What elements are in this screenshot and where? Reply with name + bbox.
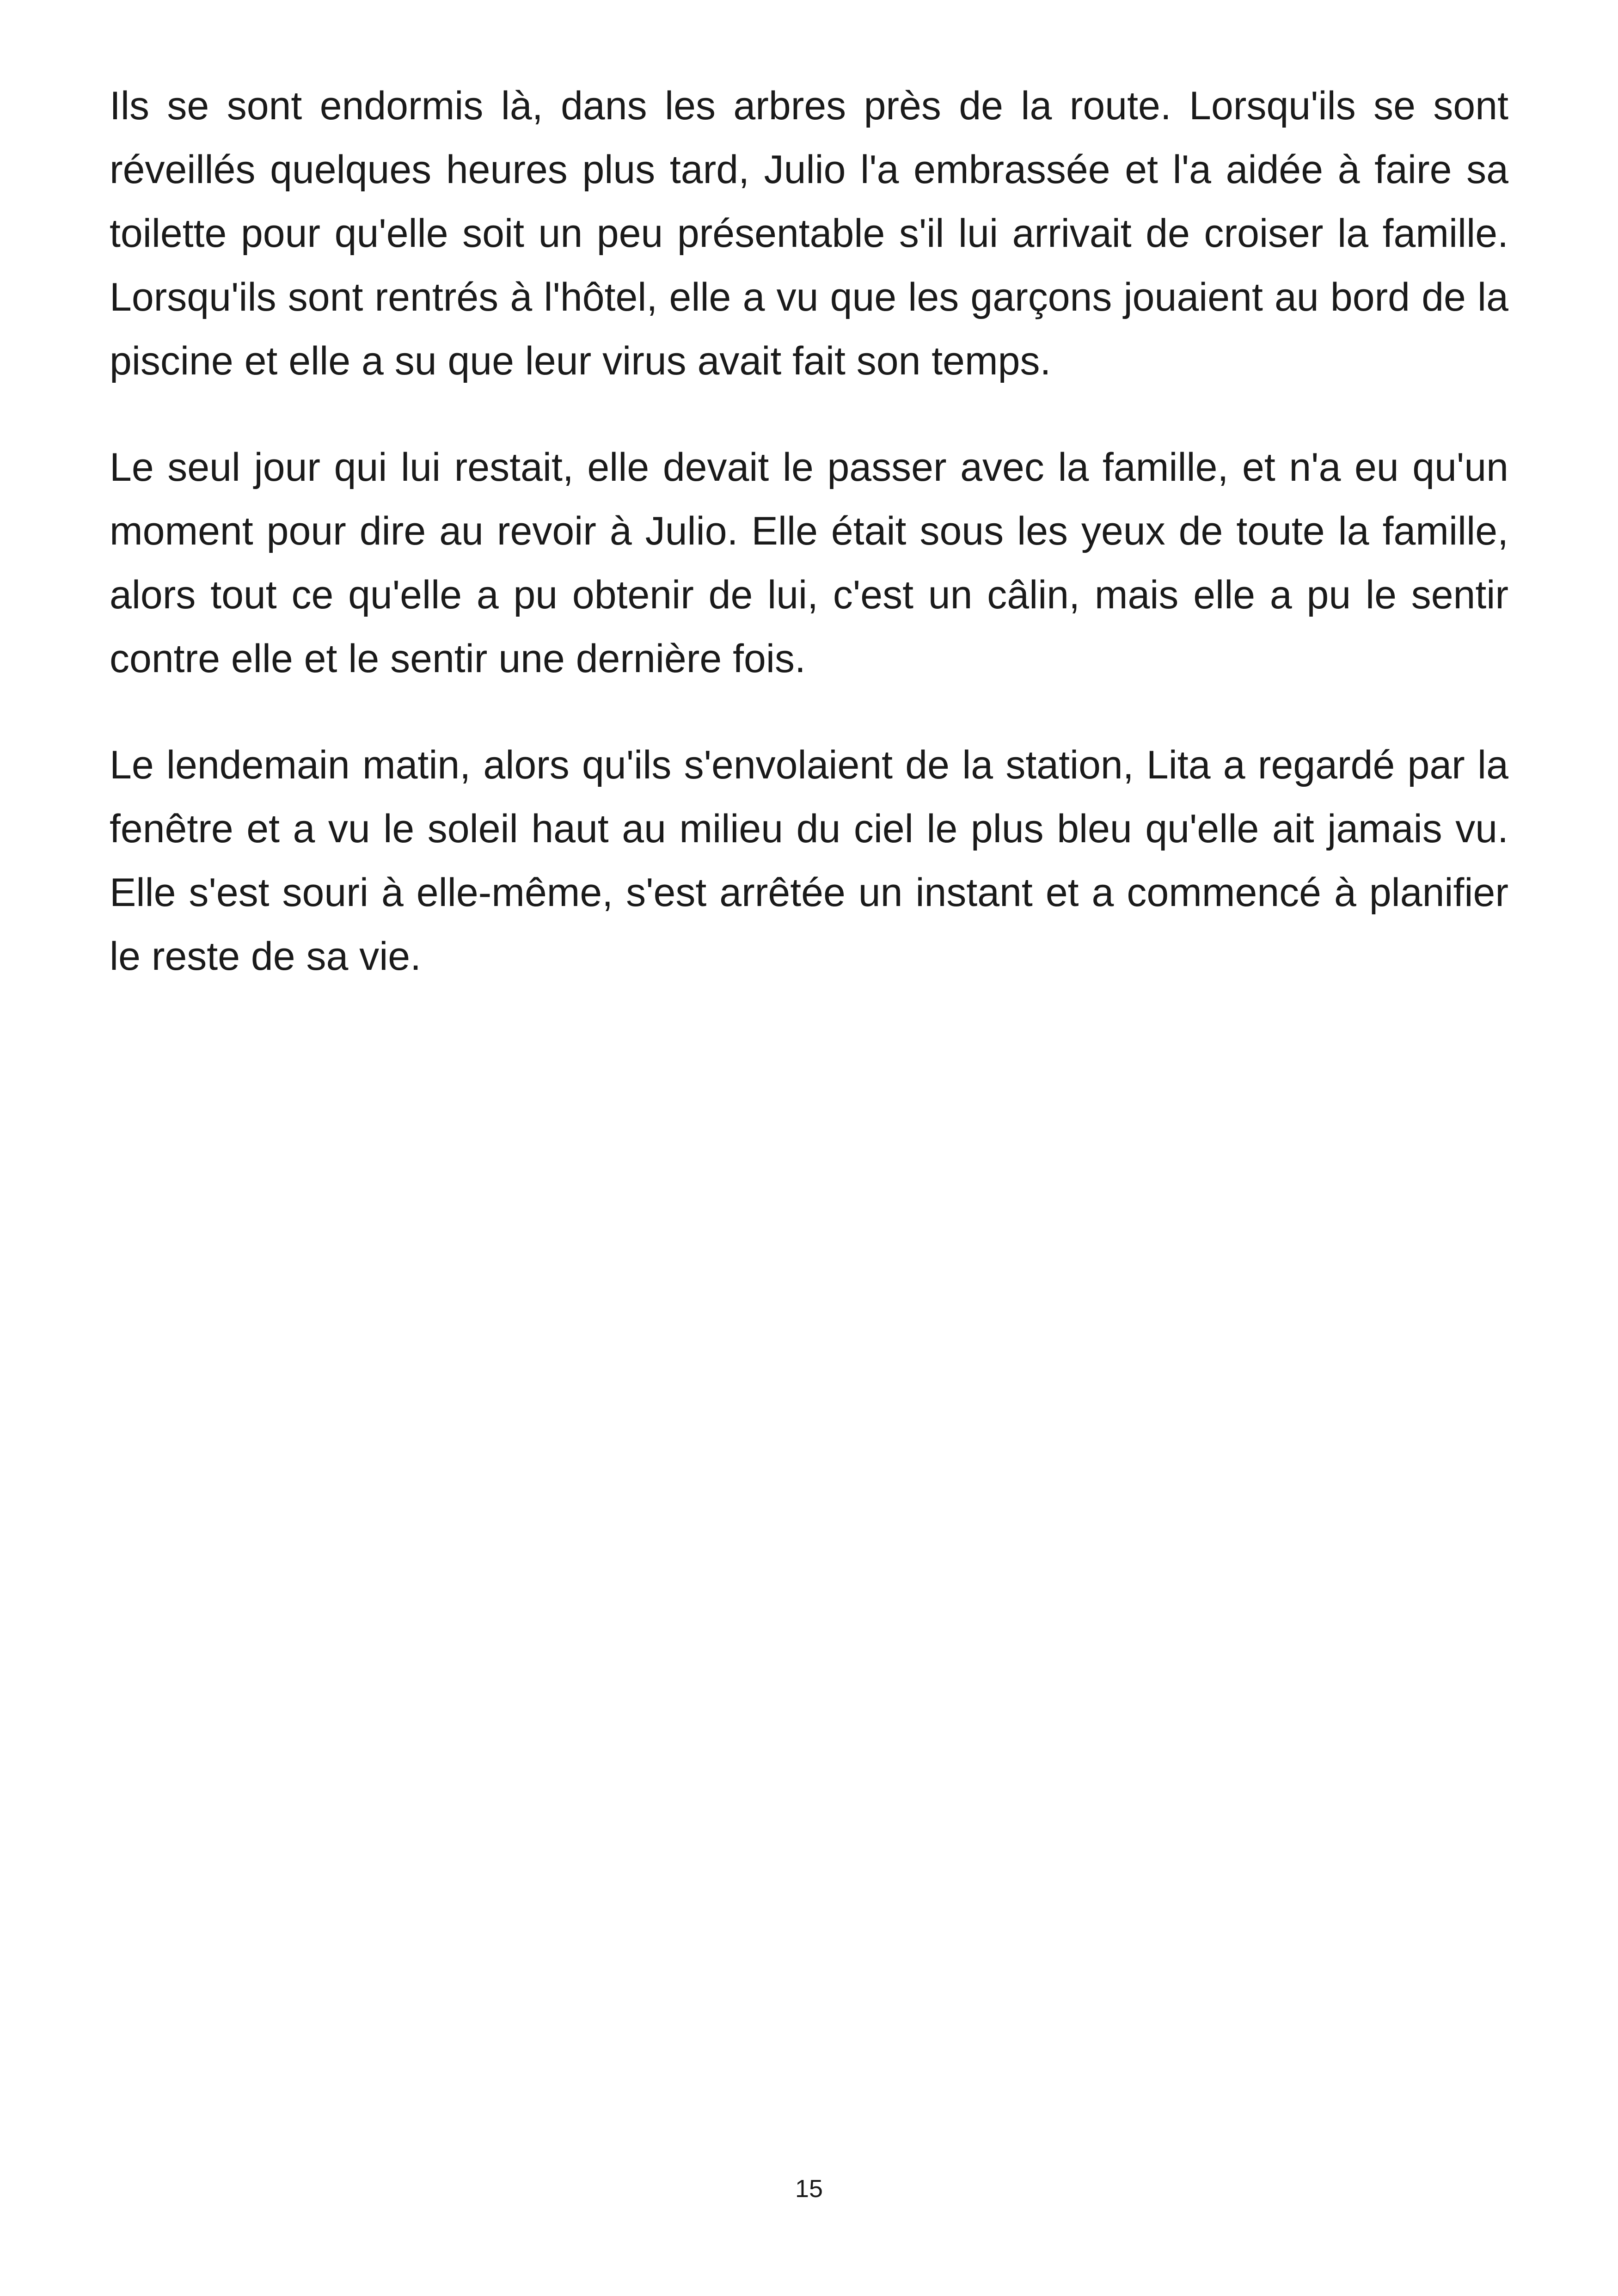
- paragraph-2: Le seul jour qui lui restait, elle devait le passer avec la famille, et n'a eu qu'un moment pour dire au revoir à Julio. Elle était sous les yeux de toute la famille, alors tout ce qu'elle a pu obtenir de lui, c'est un câlin, mais elle a pu le sentir contre elle et le sentir une dernière fois.: [110, 445, 1508, 681]
- page-number: 15: [795, 2175, 823, 2203]
- paragraph-1: Ils se sont endormis là, dans les arbres près de la route. Lorsqu'ils se sont réveillés quelques heures plus tard, Julio l'a embrassée et l'a aidée à faire sa toilette pour qu'elle soit un peu présentable s'il lui arrivait de croiser la famille. Lorsqu'ils sont rentrés à l'hôtel, elle a vu que les garçons jouaient au bord de la piscine et elle a su que leur virus avait fait son temps.: [110, 84, 1508, 383]
- paragraph-3: Le lendemain matin, alors qu'ils s'envolaient de la station, Lita a regardé par la fenêtre et a vu le soleil haut au milieu du ciel le plus bleu qu'elle ait jamais vu. Elle s'est souri à elle-même, s'est arrêtée un instant et a commencé à planifier le reste de sa vie.: [110, 743, 1508, 979]
- body-text: [110, 74, 1508, 1031]
